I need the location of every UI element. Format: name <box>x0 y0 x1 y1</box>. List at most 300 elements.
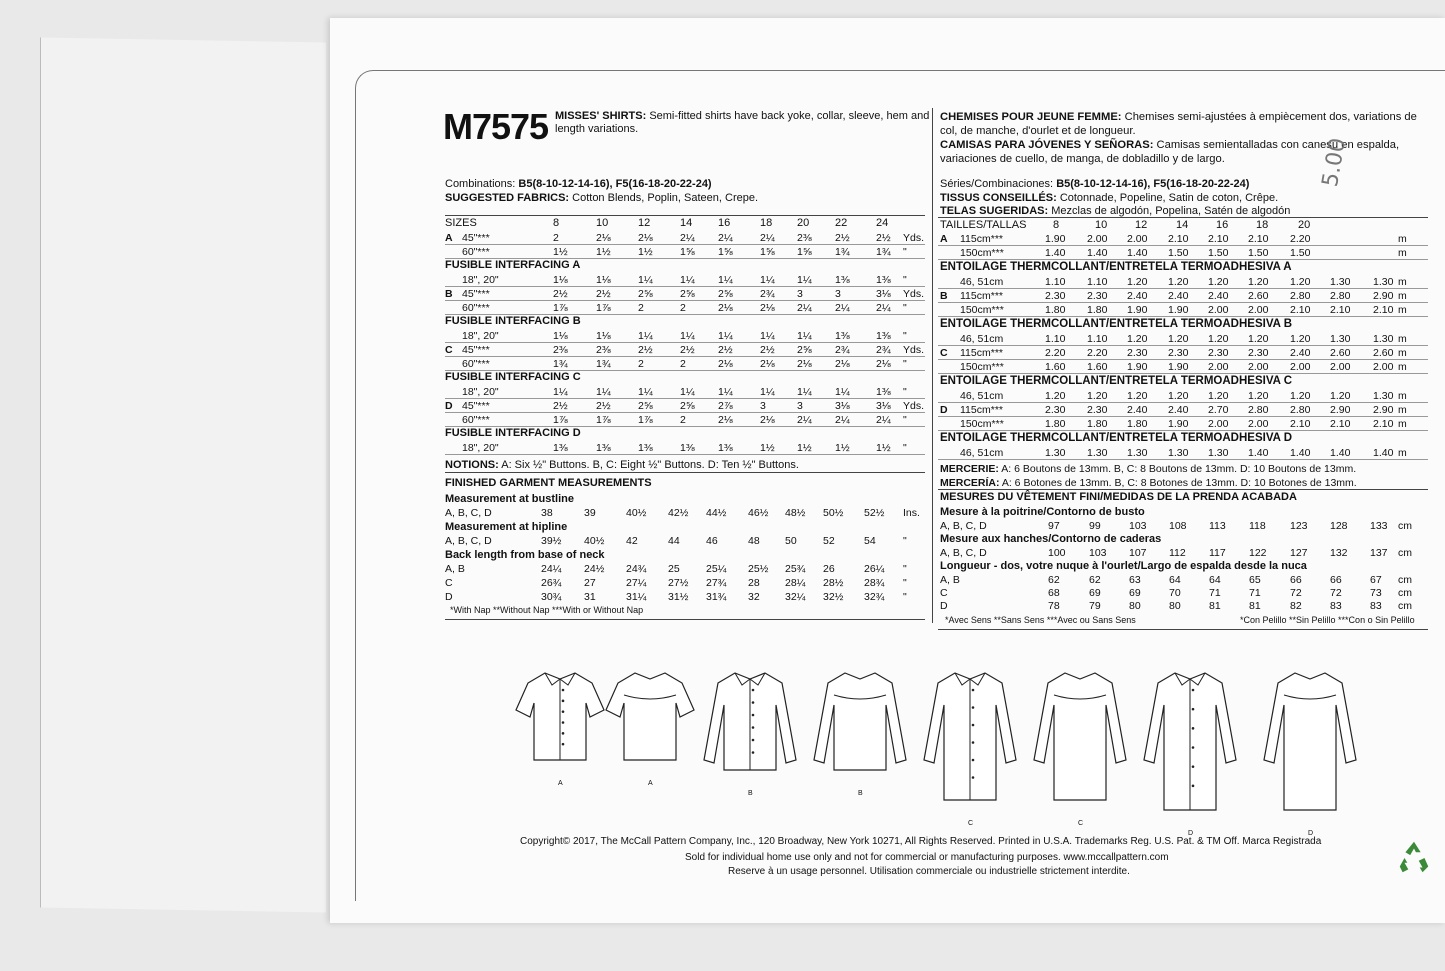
en-cell: 2⅜ <box>797 232 812 244</box>
en-cell: 1¾ <box>876 246 891 258</box>
fr-cell: 2.20 <box>1087 347 1108 359</box>
en-cell: 1½ <box>638 246 653 258</box>
fr-cell: 2.40 <box>1168 404 1189 416</box>
fr-cell: 1.40 <box>1087 247 1108 259</box>
fr-cell: 1.10 <box>1045 276 1066 288</box>
fr-measure-cell: 133 <box>1370 520 1388 532</box>
fr-width: 115cm*** <box>960 233 1003 245</box>
en-cell: 2¼ <box>876 302 891 314</box>
en-rule <box>445 286 925 287</box>
sketch-label: A <box>558 780 563 787</box>
en-cell: 1⅝ <box>797 246 812 258</box>
fr-size-col: 8 <box>1053 219 1060 231</box>
en-cell: 1⅝ <box>680 246 695 258</box>
en-section-title: FUSIBLE INTERFACING B <box>445 315 581 327</box>
en-measure-cell: 25½ <box>748 563 769 575</box>
en-cell: 2⅛ <box>596 232 611 244</box>
fr-measure-cell: 107 <box>1129 547 1147 559</box>
en-size-col: 16 <box>718 217 731 229</box>
fr-size-col: 20 <box>1298 219 1311 231</box>
en-cell: 2¼ <box>718 232 733 244</box>
fr-size-col: 16 <box>1216 219 1229 231</box>
fr-rule <box>938 430 1428 431</box>
fr-cell: 1.20 <box>1248 276 1269 288</box>
en-measure-cell: 54 <box>864 535 876 547</box>
en-cell: 2⅛ <box>835 358 850 370</box>
shirt-sketch-d <box>1260 665 1360 845</box>
en-width: 45"*** <box>462 400 490 412</box>
en-width: 45"*** <box>462 344 490 356</box>
en-cell: 1¼ <box>680 386 695 398</box>
en-measure-cell: 44 <box>668 535 680 547</box>
shirt-sketch-d <box>1140 665 1240 845</box>
fr-rule <box>938 459 1428 460</box>
fr-mercerie <box>940 463 1356 475</box>
fr-measure-view: A, B <box>940 574 960 586</box>
en-measure-cell: 52½ <box>864 507 885 519</box>
fr-cell: 2.00 <box>1248 418 1269 430</box>
fr-unit: m <box>1398 390 1407 402</box>
en-cell: 2¼ <box>797 302 812 314</box>
fr-measure-view: C <box>940 587 948 599</box>
en-rule <box>445 412 925 413</box>
fr-measure-cell: 137 <box>1370 547 1388 559</box>
pattern-code: M7575 <box>443 106 549 147</box>
usage-line-fr: Reserve à un usage personnel. Utilisation commerciale ou industrielle strictement interdite. <box>728 866 1130 877</box>
fr-cell: 2.30 <box>1127 347 1148 359</box>
en-cell: 1½ <box>876 442 891 454</box>
fr-cell: 1.20 <box>1290 333 1311 345</box>
fr-cell: 1.30 <box>1373 333 1394 345</box>
fr-rule <box>938 416 1428 417</box>
fr-measure-cell: 80 <box>1169 600 1181 612</box>
sketch-label: B <box>748 790 753 797</box>
en-cell: 2 <box>553 232 559 244</box>
en-cell: 1¼ <box>718 330 733 342</box>
fr-cell: 2.80 <box>1248 404 1269 416</box>
en-measure-view: A, B <box>445 563 465 575</box>
fr-cell: 1.30 <box>1208 447 1229 459</box>
en-rule <box>445 342 925 343</box>
fr-unit: m <box>1398 276 1407 288</box>
fr-cell: 2.10 <box>1290 418 1311 430</box>
en-cell: 2⅛ <box>638 232 653 244</box>
sketch-label: D <box>1308 830 1314 837</box>
fr-cell: 1.10 <box>1087 276 1108 288</box>
en-measure-cell: 42½ <box>668 507 689 519</box>
fr-cell: 1.20 <box>1290 276 1311 288</box>
fr-rule <box>938 402 1428 403</box>
en-cell: 2 <box>638 302 644 314</box>
en-measure-cell: 39½ <box>541 535 562 547</box>
fr-cell: 1.40 <box>1373 447 1394 459</box>
fr-cell: 1.20 <box>1208 333 1229 345</box>
fr-cell: 2.00 <box>1290 361 1311 373</box>
fr-measure-cell: 65 <box>1249 574 1261 586</box>
en-measure-cell: 48 <box>748 535 760 547</box>
sketch-label: B <box>858 790 863 797</box>
en-cell: 1⅞ <box>638 414 653 426</box>
en-cell: 1⅜ <box>718 442 733 454</box>
sketch-label: D <box>1188 830 1194 837</box>
fr-cell: 2.00 <box>1248 304 1269 316</box>
fr-rule <box>938 245 1428 246</box>
fr-measure-cell: 132 <box>1330 547 1348 559</box>
fr-rule <box>938 302 1428 303</box>
fr-measure-cell: 100 <box>1048 547 1066 559</box>
fr-cell: 2.40 <box>1290 347 1311 359</box>
en-section-title: FUSIBLE INTERFACING C <box>445 371 581 383</box>
en-cell: 2¼ <box>876 414 891 426</box>
en-measure-view: D <box>445 591 453 603</box>
en-measure-cell: 50½ <box>823 507 844 519</box>
fr-view-label: C <box>940 347 948 359</box>
fr-cell: 2.00 <box>1208 418 1229 430</box>
fr-measure-cell: 112 <box>1169 547 1186 559</box>
en-cell: 2⅛ <box>760 302 775 314</box>
en-cell: 1⅛ <box>596 330 611 342</box>
en-measure-cell: 31¼ <box>626 591 647 603</box>
en-finished-title: FINISHED GARMENT MEASUREMENTS <box>445 477 652 489</box>
en-cell: 2½ <box>680 344 695 356</box>
en-measure-cell: 25¾ <box>785 563 806 575</box>
en-cell: 1¼ <box>553 386 568 398</box>
fr-cell: 2.80 <box>1290 290 1311 302</box>
es-merceria <box>940 477 1357 489</box>
fr-unit: m <box>1398 361 1407 373</box>
en-cell: 1¼ <box>718 274 733 286</box>
en-cell: 2½ <box>553 400 568 412</box>
en-cell: 1⅞ <box>596 302 611 314</box>
fr-combinations <box>940 178 1249 190</box>
en-rule <box>445 398 925 399</box>
en-cell: 1⅝ <box>718 246 733 258</box>
fr-measure-cell: 78 <box>1048 600 1060 612</box>
fr-cell: 1.40 <box>1248 447 1269 459</box>
en-cell: 2½ <box>876 232 891 244</box>
en-measure-cell: 39 <box>584 507 596 519</box>
en-measure-cell: 52 <box>823 535 835 547</box>
fr-section-title: ENTOILAGE THERMCOLLANT/ENTRETELA TERMOADHESIVA D <box>940 432 1293 444</box>
en-size-col: 8 <box>553 217 560 229</box>
fr-cell: 1.30 <box>1087 447 1108 459</box>
fr-cell: 2.00 <box>1373 361 1394 373</box>
english-desc-text: Semi-fitted shirts have back yoke, collar, sleeve, hem and length variations. <box>555 110 930 135</box>
fr-measure-unit: cm <box>1398 547 1412 559</box>
fr-rule <box>938 373 1428 374</box>
en-cell: 2⅛ <box>760 358 775 370</box>
fr-section-title: ENTOILAGE THERMCOLLANT/ENTRETELA TERMOADHESIVA B <box>940 318 1293 330</box>
en-measure-unit: Ins. <box>903 507 920 519</box>
en-cell: 2⅛ <box>797 358 812 370</box>
fr-cell: 1.30 <box>1373 276 1394 288</box>
fr-measure-cell: 80 <box>1129 600 1141 612</box>
en-size-col: 20 <box>797 217 810 229</box>
fr-cell: 2.90 <box>1373 404 1394 416</box>
fr-view-label: B <box>940 290 948 302</box>
en-combinations <box>445 178 712 190</box>
fr-cell: 1.30 <box>1045 447 1066 459</box>
en-cell: 1⅜ <box>638 442 653 454</box>
en-cell: 3 <box>797 400 803 412</box>
fr-width: 115cm*** <box>960 290 1003 302</box>
fr-cell: 1.20 <box>1087 390 1108 402</box>
en-cell: 2⅛ <box>718 358 733 370</box>
fr-cell: 1.20 <box>1127 333 1148 345</box>
fr-unit: m <box>1398 347 1407 359</box>
fr-measure-cell: 66 <box>1290 574 1302 586</box>
fr-measure-section: Mesure aux hanches/Contorno de caderas <box>940 533 1162 545</box>
fr-rule <box>938 217 1428 218</box>
fr-tissus-label: TISSUS CONSEILLÉS: <box>940 192 1057 204</box>
en-measure-unit: " <box>903 535 907 547</box>
en-measure-cell: 31 <box>584 591 596 603</box>
fr-cell: 2.00 <box>1208 361 1229 373</box>
en-measure-cell: 32¾ <box>864 591 885 603</box>
en-unit: " <box>903 442 907 454</box>
fr-measure-section: Longueur - dos, votre nuque à l'ourlet/Largo de espalda desde la nuca <box>940 560 1307 572</box>
fr-cell: 2.10 <box>1208 233 1229 245</box>
fr-unit: m <box>1398 304 1407 316</box>
en-measure-cell: 31½ <box>668 591 689 603</box>
fr-cell: 2.10 <box>1168 233 1189 245</box>
fr-cell: 1.50 <box>1208 247 1229 259</box>
en-cell: 1½ <box>797 442 812 454</box>
en-width: 60"*** <box>462 246 490 258</box>
fr-cell: 2.60 <box>1248 290 1269 302</box>
fr-cell: 1.20 <box>1248 390 1269 402</box>
fr-cell: 2.00 <box>1330 361 1351 373</box>
fr-cell: 2.00 <box>1248 361 1269 373</box>
en-width: 18", 20" <box>462 442 499 454</box>
en-measure-view: A, B, C, D <box>445 507 492 519</box>
shirt-sketch-c <box>1030 665 1130 845</box>
en-measure-cell: 32 <box>748 591 760 603</box>
en-measure-section: Measurement at bustline <box>445 493 574 505</box>
en-cell: 2½ <box>760 344 775 356</box>
en-cell: 2⅛ <box>876 358 891 370</box>
fr-measure-cell: 69 <box>1089 587 1101 599</box>
en-measure-section: Measurement at hipline <box>445 521 568 533</box>
spanish-title: CAMISAS PARA JÓVENES Y SEÑORAS: <box>940 139 1154 151</box>
en-cell: 1⅛ <box>596 274 611 286</box>
fr-cell: 2.60 <box>1373 347 1394 359</box>
shirt-sketch-a <box>600 665 700 845</box>
en-unit: Yds. <box>903 344 925 356</box>
en-cell: 1¼ <box>797 330 812 342</box>
en-unit: Yds. <box>903 400 925 412</box>
en-cell: 1¼ <box>680 274 695 286</box>
en-width: 60"*** <box>462 414 490 426</box>
center-divider <box>932 108 933 623</box>
en-measure-cell: 28¾ <box>864 577 885 589</box>
fr-cell: 1.10 <box>1087 333 1108 345</box>
fr-cell: 1.90 <box>1168 304 1189 316</box>
en-measure-cell: 27¼ <box>626 577 647 589</box>
en-measure-cell: 48½ <box>785 507 806 519</box>
en-cell: 2⅝ <box>638 288 653 300</box>
fr-width: 150cm*** <box>960 304 1004 316</box>
fr-measure-cell: 97 <box>1048 520 1060 532</box>
en-rule <box>445 300 925 301</box>
fr-cell: 2.00 <box>1127 233 1148 245</box>
es-merceria-value: A: 6 Botones de 13mm. B, C: 8 Botones de 13mm. D: 10 Botones de 13mm. <box>1001 477 1357 489</box>
fr-cell: 1.30 <box>1168 447 1189 459</box>
en-notions-value: A: Six ½" Buttons. B, C: Eight ½" Buttons. D: Ten ½" Buttons. <box>501 459 799 471</box>
fr-combo-label: Séries/Combinaciones: <box>940 178 1054 190</box>
en-measure-cell: 26 <box>823 563 835 575</box>
fr-measure-cell: 71 <box>1209 587 1221 599</box>
fr-rule <box>938 489 1428 490</box>
en-width: 60"*** <box>462 358 490 370</box>
fr-width: 46, 51cm <box>960 390 1004 402</box>
en-cell: 1⅛ <box>553 330 568 342</box>
fr-cell: 2.30 <box>1087 404 1108 416</box>
en-view-label: A <box>445 232 453 244</box>
en-rule <box>445 454 925 455</box>
fr-size-col: 18 <box>1256 219 1269 231</box>
fr-view-label: A <box>940 233 948 245</box>
fr-cell: 2.30 <box>1168 347 1189 359</box>
fr-cell: 2.00 <box>1087 233 1108 245</box>
fr-measure-view: D <box>940 600 948 612</box>
en-measure-cell: 42 <box>626 535 638 547</box>
fr-cell: 2.80 <box>1290 404 1311 416</box>
fr-measure-cell: 103 <box>1089 547 1107 559</box>
en-measure-cell: 24¼ <box>541 563 562 575</box>
en-cell: 1⅜ <box>553 442 568 454</box>
en-measure-cell: 46 <box>706 535 718 547</box>
fr-measure-cell: 81 <box>1249 600 1261 612</box>
en-view-label: B <box>445 288 453 300</box>
en-cell: 3⅛ <box>876 288 891 300</box>
en-size-col: 18 <box>760 217 773 229</box>
fr-measure-section: Mesure à la poitrine/Contorno de busto <box>940 506 1145 518</box>
fr-cell: 2.10 <box>1290 304 1311 316</box>
fr-cell: 2.30 <box>1208 347 1229 359</box>
fr-cell: 2.40 <box>1168 290 1189 302</box>
fr-cell: 2.10 <box>1373 304 1394 316</box>
en-measure-unit: " <box>903 577 907 589</box>
en-cell: 1¾ <box>835 246 850 258</box>
fr-measure-cell: 62 <box>1089 574 1101 586</box>
fr-mercerie-value: A: 6 Boutons de 13mm. B, C: 8 Boutons de 13mm. D: 10 Boutons de 13mm. <box>1001 463 1357 475</box>
fr-measure-unit: cm <box>1398 587 1412 599</box>
fr-measure-cell: 64 <box>1169 574 1181 586</box>
en-measure-unit: " <box>903 563 907 575</box>
fr-measure-cell: 81 <box>1209 600 1221 612</box>
fr-measure-cell: 68 <box>1048 587 1060 599</box>
en-cell: 1⅜ <box>835 330 850 342</box>
es-merceria-label: MERCERÍA: <box>940 477 1000 489</box>
fr-cell: 2.30 <box>1248 347 1269 359</box>
fr-measure-cell: 62 <box>1048 574 1060 586</box>
fr-measure-cell: 108 <box>1169 520 1187 532</box>
fr-width: 150cm*** <box>960 247 1004 259</box>
fr-measure-cell: 99 <box>1089 520 1101 532</box>
fr-cell: 1.20 <box>1208 390 1229 402</box>
en-cell: 1¾ <box>596 358 611 370</box>
fr-mercerie-label: MERCERIE: <box>940 463 999 475</box>
en-measure-cell: 25 <box>668 563 680 575</box>
en-cell: 1¼ <box>638 330 653 342</box>
en-cell: 2⅜ <box>596 344 611 356</box>
en-cell: 3 <box>797 288 803 300</box>
en-measure-cell: 31¾ <box>706 591 727 603</box>
en-measure-cell: 40½ <box>626 507 647 519</box>
fr-measure-cell: 83 <box>1370 600 1382 612</box>
en-cell: 1¼ <box>797 386 812 398</box>
fr-cell: 1.20 <box>1290 390 1311 402</box>
en-measure-cell: 46½ <box>748 507 769 519</box>
fr-rule <box>938 629 1428 630</box>
en-cell: 2 <box>638 358 644 370</box>
en-cell: 1¼ <box>760 274 775 286</box>
en-cell: 1¾ <box>553 358 568 370</box>
fr-cell: 1.20 <box>1168 390 1189 402</box>
en-cell: 1⅜ <box>680 442 695 454</box>
en-fabrics-label: SUGGESTED FABRICS: <box>445 192 570 204</box>
fr-cell: 1.40 <box>1330 447 1351 459</box>
es-telas-label: TELAS SUGERIDAS: <box>940 205 1049 217</box>
en-measure-cell: 32¼ <box>785 591 806 603</box>
en-measure-cell: 24¾ <box>626 563 647 575</box>
fr-cell: 1.50 <box>1248 247 1269 259</box>
en-cell: 2⅝ <box>680 288 695 300</box>
en-width: 45"*** <box>462 288 490 300</box>
fr-cell: 1.20 <box>1045 390 1066 402</box>
en-cell: 2⅛ <box>760 414 775 426</box>
fr-unit: m <box>1398 290 1407 302</box>
fr-measure-unit: cm <box>1398 520 1412 532</box>
en-notions <box>445 459 799 471</box>
en-cell: 2⅞ <box>718 400 733 412</box>
fr-size-col: 14 <box>1176 219 1189 231</box>
fr-rule <box>938 359 1428 360</box>
fr-measure-unit: cm <box>1398 574 1412 586</box>
en-cell: 1⅛ <box>553 274 568 286</box>
en-measure-cell: 27¾ <box>706 577 727 589</box>
fr-measure-cell: 70 <box>1169 587 1181 599</box>
en-unit: " <box>903 330 907 342</box>
en-notions-label: NOTIONS: <box>445 459 499 471</box>
en-cell: 1½ <box>553 246 568 258</box>
en-width: 60"*** <box>462 302 490 314</box>
fr-size-col: 12 <box>1135 219 1148 231</box>
fr-measure-cell: 118 <box>1249 520 1266 532</box>
recycle-icon <box>1395 838 1433 876</box>
en-unit: " <box>903 274 907 286</box>
shirt-sketch-c <box>920 665 1020 845</box>
es-nap-note: *Con Pelillo **Sin Pelillo ***Con o Sin Pelillo <box>1240 615 1415 625</box>
fr-unit: m <box>1398 404 1407 416</box>
en-cell: 2 <box>680 358 686 370</box>
fr-cell: 2.30 <box>1087 290 1108 302</box>
en-cell: 2½ <box>835 232 850 244</box>
en-cell: 3⅛ <box>876 400 891 412</box>
fr-cell: 2.40 <box>1208 290 1229 302</box>
en-cell: 1⅜ <box>596 442 611 454</box>
fr-cell: 2.90 <box>1373 290 1394 302</box>
en-cell: 1¼ <box>835 386 850 398</box>
en-section-title: FUSIBLE INTERFACING D <box>445 427 581 439</box>
shirt-sketch-b <box>810 665 910 845</box>
fr-cell: 2.70 <box>1208 404 1229 416</box>
en-rule <box>445 244 925 245</box>
sketch-label: A <box>648 780 653 787</box>
fr-measure-cell: 79 <box>1089 600 1101 612</box>
fr-cell: 2.80 <box>1330 290 1351 302</box>
